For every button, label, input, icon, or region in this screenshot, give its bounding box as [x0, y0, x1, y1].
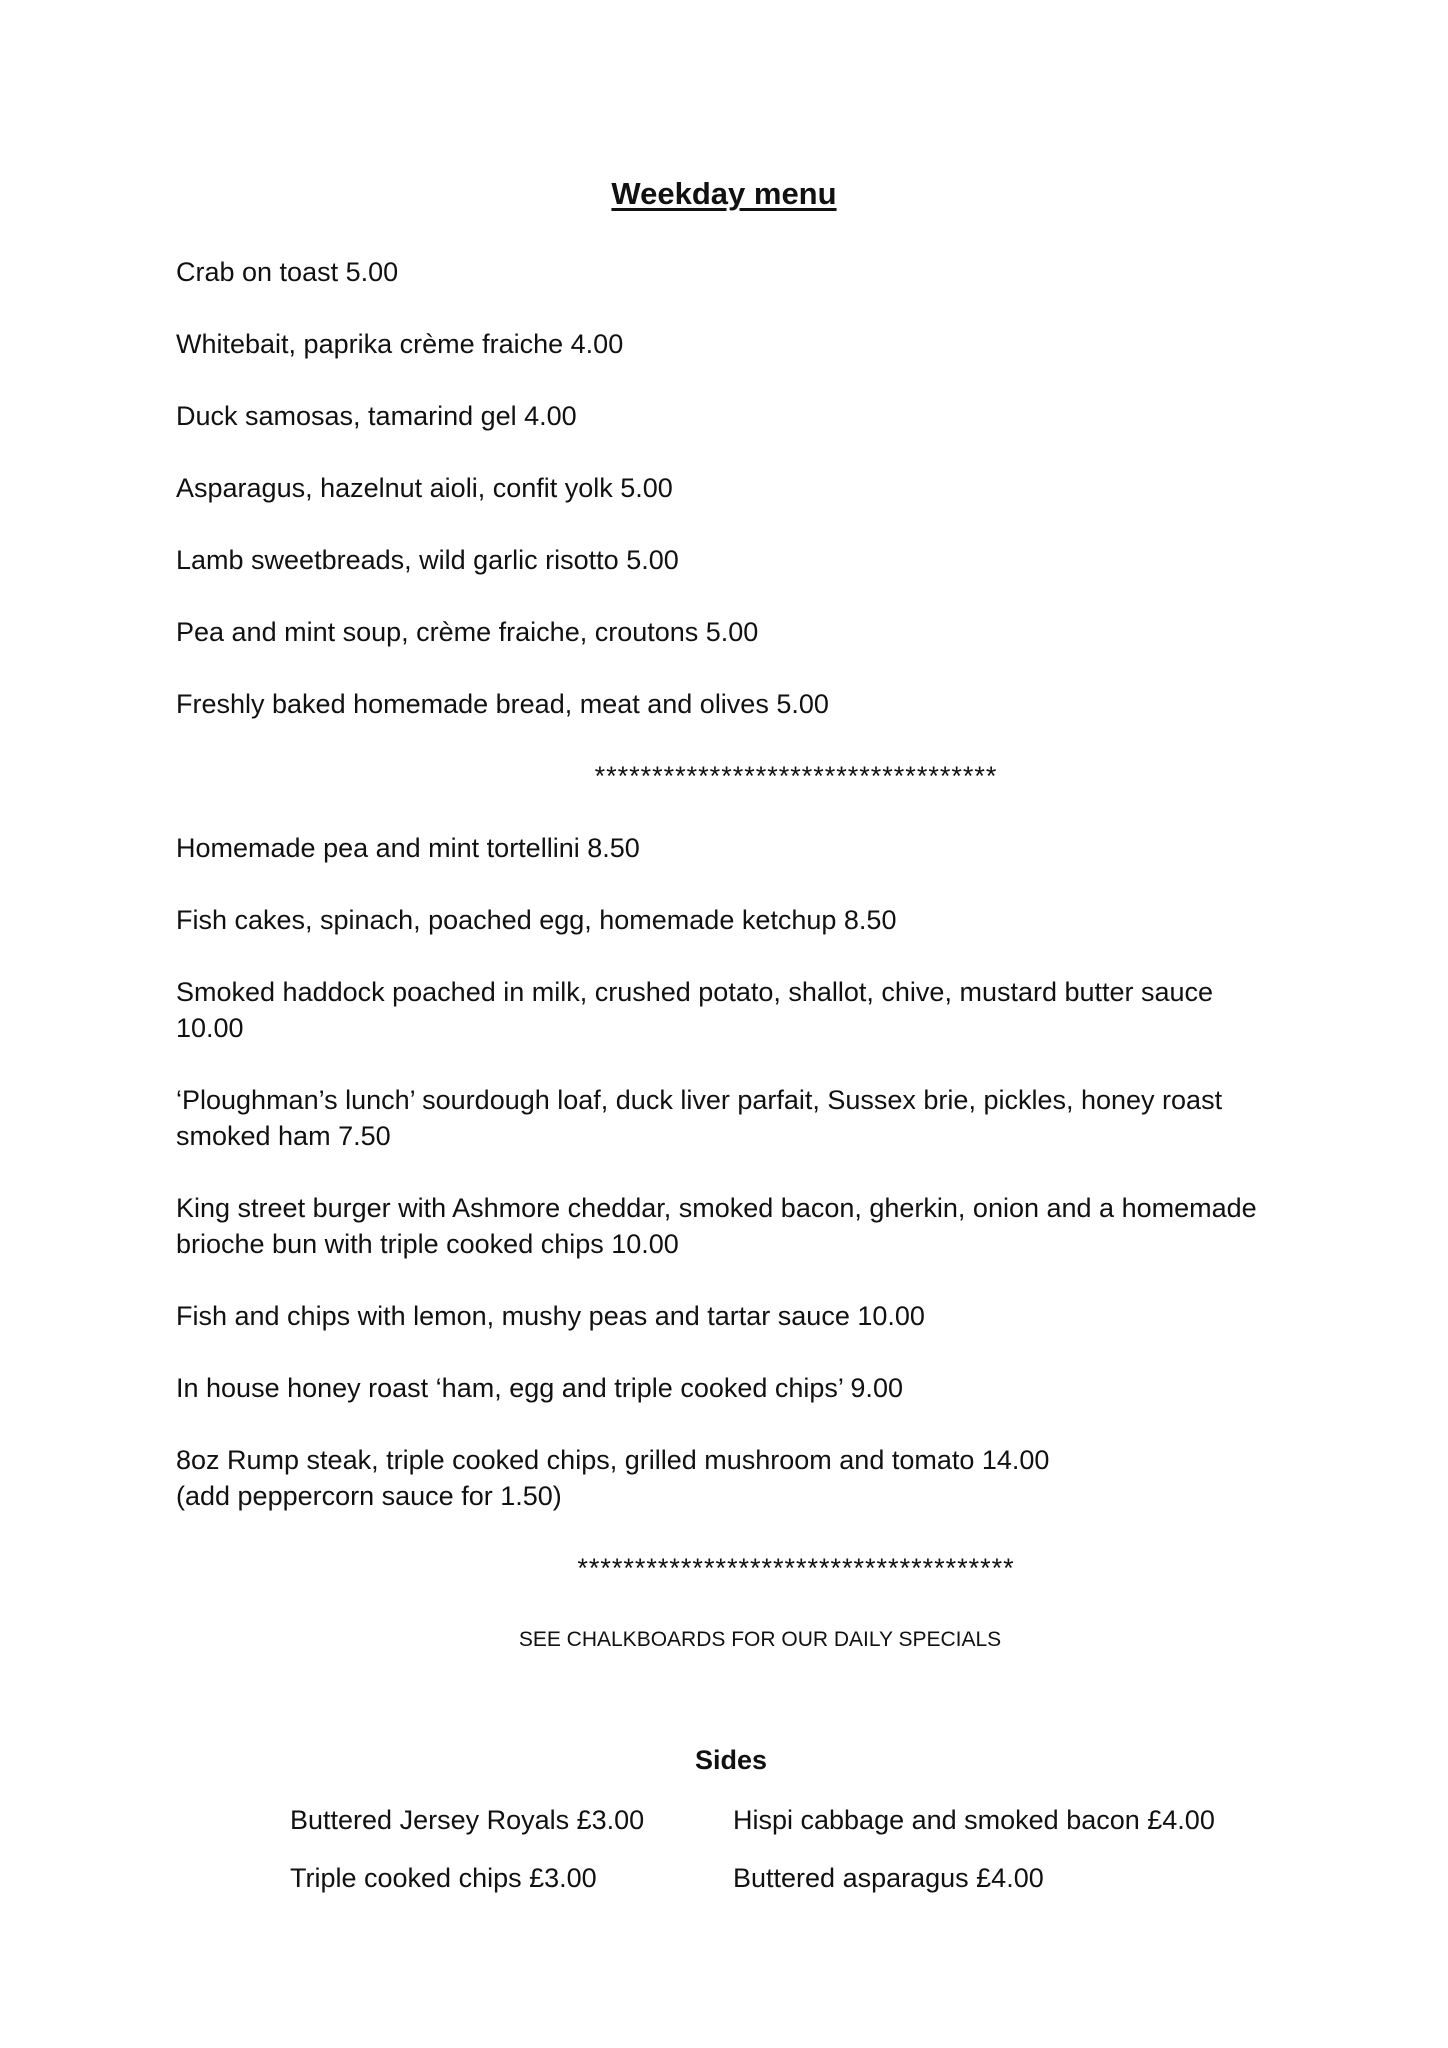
menu-item-main: Fish cakes, spinach, poached egg, homemade ketchup 8.50: [176, 905, 897, 935]
menu-item-main: In house honey roast ‘ham, egg and triple cooked chips’ 9.00: [176, 1373, 903, 1403]
menu-item-starter: Lamb sweetbreads, wild garlic risotto 5.00: [176, 545, 679, 575]
menu-item-starter: Asparagus, hazelnut aioli, confit yolk 5.00: [176, 473, 673, 503]
menu-item-main: ‘Ploughman’s lunch’ sourdough loaf, duck liver parfait, Sussex brie, pickles, honey roast smoked ham 7.50: [176, 1085, 1223, 1151]
side-item: Buttered Jersey Royals £3.00: [290, 1805, 645, 1835]
menu-item-main: Smoked haddock poached in milk, crushed potato, shallot, chive, mustard butter sauce 10.00: [176, 977, 1214, 1043]
specials-notice: SEE CHALKBOARDS FOR OUR DAILY SPECIALS: [518, 1628, 1002, 1651]
menu-item-starter: Freshly baked homemade bread, meat and olives 5.00: [176, 689, 829, 719]
menu-item-main: Fish and chips with lemon, mushy peas and tartar sauce 10.00: [176, 1301, 925, 1331]
menu-body: [176, 254, 1286, 1896]
menu-item-starter: Duck samosas, tamarind gel 4.00: [176, 401, 577, 431]
side-item: Buttered asparagus £4.00: [733, 1863, 1044, 1893]
sides-list: [290, 1802, 1286, 1896]
sides-heading: Sides: [694, 1745, 768, 1775]
side-item: Hispi cabbage and smoked bacon £4.00: [733, 1805, 1215, 1835]
menu-item-main: King street burger with Ashmore cheddar, smoked bacon, gherkin, onion and a homemade brioche bun with triple cooked chips 10.00: [176, 1193, 1257, 1259]
steak-addon: (add peppercorn sauce for 1.50): [176, 1481, 562, 1511]
menu-title: Weekday menu: [611, 176, 837, 211]
menu-item-starter: Whitebait, paprika crème fraiche 4.00: [176, 329, 624, 359]
steak-description: 8oz Rump steak, triple cooked chips, grilled mushroom and tomato 14.00: [176, 1445, 1050, 1475]
section-separator: ***********************************: [594, 761, 998, 791]
section-separator: **************************************: [577, 1553, 1015, 1583]
menu-item-starter: Crab on toast 5.00: [176, 257, 399, 287]
menu-item-starter: Pea and mint soup, crème fraiche, croutons 5.00: [176, 617, 759, 647]
menu-item-main-steak: [176, 1442, 1286, 1514]
side-item: Triple cooked chips £3.00: [290, 1863, 597, 1893]
menu-item-main: Homemade pea and mint tortellini 8.50: [176, 833, 640, 863]
